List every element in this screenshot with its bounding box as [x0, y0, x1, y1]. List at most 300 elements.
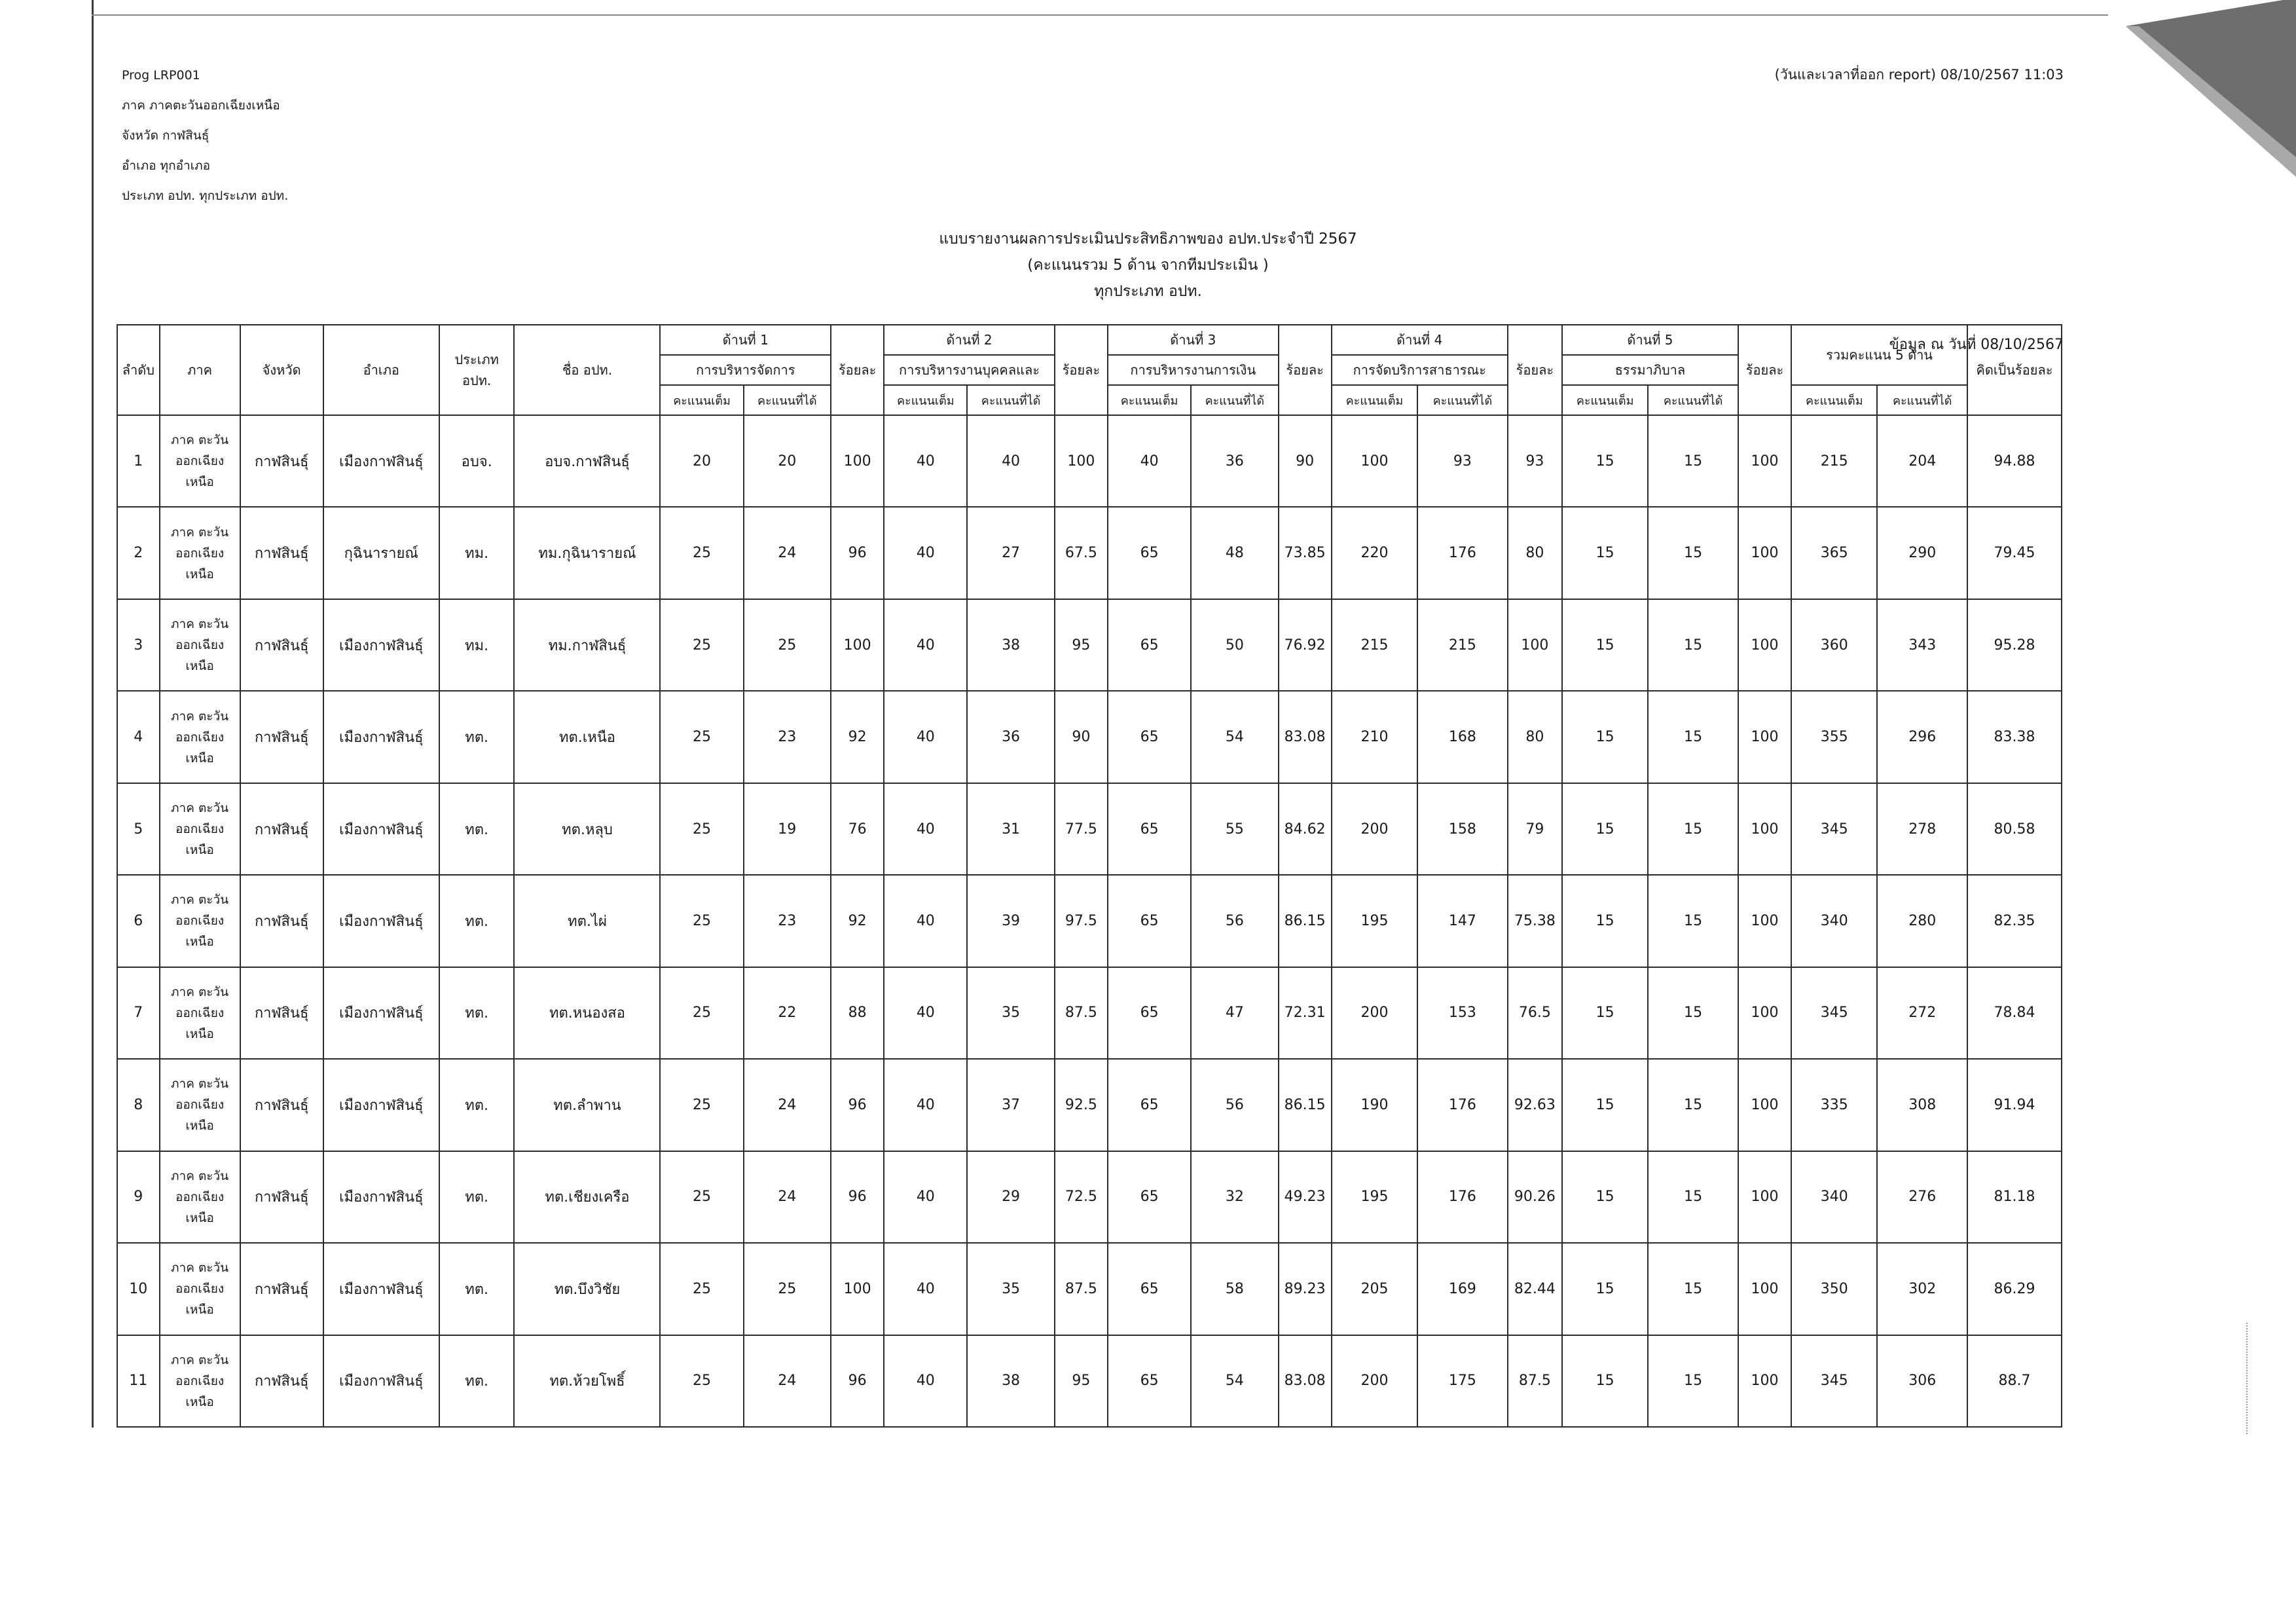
cell-tf: 345: [1791, 967, 1877, 1059]
cell-a4f: 195: [1332, 875, 1417, 967]
cell-a5g: 15: [1648, 875, 1738, 967]
cell-no: 1: [117, 415, 160, 507]
table-row: [117, 1335, 2062, 1427]
cell-a4p: 93: [1508, 415, 1562, 507]
col-aspect-1-percent: ร้อยละ: [831, 325, 884, 415]
cell-no: 6: [117, 875, 160, 967]
cell-a3p: 84.62: [1279, 783, 1332, 875]
cell-a5f: 15: [1562, 1243, 1648, 1335]
cell-a4f: 220: [1332, 507, 1417, 599]
cell-a1p: 96: [831, 507, 884, 599]
cell-a2g: 39: [967, 875, 1054, 967]
col-aspect-2-percent: ร้อยละ: [1055, 325, 1108, 415]
cell-name: ทต.หลุบ: [514, 783, 660, 875]
cell-a5p: 100: [1738, 507, 1791, 599]
cell-a4f: 215: [1332, 599, 1417, 691]
scan-mark: [2246, 1323, 2257, 1434]
cell-a1p: 76: [831, 783, 884, 875]
cell-tg: 276: [1877, 1151, 1967, 1243]
cell-region: ภาค ตะวันออกเฉียงเหนือ: [160, 967, 240, 1059]
cell-region: ภาค ตะวันออกเฉียงเหนือ: [160, 1335, 240, 1427]
cell-tg: 278: [1877, 783, 1967, 875]
col-aspect-5-name: ธรรมาภิบาล: [1562, 355, 1738, 385]
col-got: คะแนนที่ได้: [744, 385, 831, 415]
cell-a1f: 25: [660, 1335, 743, 1427]
cell-a2p: 97.5: [1055, 875, 1108, 967]
cell-province: กาฬสินธุ์: [240, 1243, 323, 1335]
cell-a4f: 205: [1332, 1243, 1417, 1335]
col-full: คะแนนเต็ม: [1791, 385, 1877, 415]
report-title: [0, 226, 2296, 304]
cell-a1p: 100: [831, 599, 884, 691]
cell-name: ทต.ไผ่: [514, 875, 660, 967]
cell-a1g: 20: [744, 415, 831, 507]
cell-a5f: 15: [1562, 1151, 1648, 1243]
cell-a1p: 100: [831, 1243, 884, 1335]
cell-no: 11: [117, 1335, 160, 1427]
col-aspect-2: ด้านที่ 2: [884, 325, 1055, 355]
cell-a1g: 24: [744, 1059, 831, 1151]
cell-a3g: 48: [1191, 507, 1278, 599]
cell-a3g: 54: [1191, 1335, 1278, 1427]
cell-a1f: 25: [660, 783, 743, 875]
cell-a2g: 35: [967, 967, 1054, 1059]
cell-a3p: 86.15: [1279, 875, 1332, 967]
folded-corner: [2126, 0, 2296, 177]
cell-a5g: 15: [1648, 1335, 1738, 1427]
cell-a1f: 25: [660, 691, 743, 783]
table-row: [117, 783, 2062, 875]
cell-a1f: 25: [660, 967, 743, 1059]
cell-district: กุฉินารายณ์: [323, 507, 439, 599]
col-aspect-5-percent: ร้อยละ: [1738, 325, 1791, 415]
col-aspect-3: ด้านที่ 3: [1108, 325, 1279, 355]
cell-a4p: 80: [1508, 507, 1562, 599]
cell-region: ภาค ตะวันออกเฉียงเหนือ: [160, 783, 240, 875]
col-total: รวมคะแนน 5 ด้าน: [1791, 325, 1967, 385]
cell-tp: 86.29: [1967, 1243, 2062, 1335]
table-row: [117, 967, 2062, 1059]
table-row: [117, 415, 2062, 507]
cell-a4f: 100: [1332, 415, 1417, 507]
cell-region: ภาค ตะวันออกเฉียงเหนือ: [160, 599, 240, 691]
col-aspect-5: ด้านที่ 5: [1562, 325, 1738, 355]
cell-a4p: 92.63: [1508, 1059, 1562, 1151]
cell-no: 10: [117, 1243, 160, 1335]
cell-region: ภาค ตะวันออกเฉียงเหนือ: [160, 691, 240, 783]
col-aspect-3-name: การบริหารงานการเงิน: [1108, 355, 1279, 385]
header-row-1: [117, 325, 2062, 355]
col-got: คะแนนที่ได้: [1648, 385, 1738, 415]
col-full: คะแนนเต็ม: [1332, 385, 1417, 415]
cell-a5g: 15: [1648, 599, 1738, 691]
cell-a4g: 147: [1417, 875, 1508, 967]
cell-a3g: 56: [1191, 875, 1278, 967]
cell-a4p: 80: [1508, 691, 1562, 783]
cell-province: กาฬสินธุ์: [240, 1151, 323, 1243]
cell-a3p: 90: [1279, 415, 1332, 507]
cell-province: กาฬสินธุ์: [240, 599, 323, 691]
cell-a1g: 24: [744, 1151, 831, 1243]
cell-a5p: 100: [1738, 691, 1791, 783]
cell-province: กาฬสินธุ์: [240, 875, 323, 967]
cell-a1g: 24: [744, 507, 831, 599]
col-full: คะแนนเต็ม: [1108, 385, 1191, 415]
cell-a1p: 92: [831, 875, 884, 967]
cell-a3g: 32: [1191, 1151, 1278, 1243]
cell-a1g: 23: [744, 691, 831, 783]
cell-a5g: 15: [1648, 783, 1738, 875]
cell-district: เมืองกาฬสินธุ์: [323, 415, 439, 507]
cell-a2f: 40: [884, 967, 967, 1059]
cell-a1g: 25: [744, 599, 831, 691]
cell-a2f: 40: [884, 1335, 967, 1427]
cell-a5g: 15: [1648, 1151, 1738, 1243]
cell-a1f: 20: [660, 415, 743, 507]
cell-a2p: 67.5: [1055, 507, 1108, 599]
cell-tf: 350: [1791, 1243, 1877, 1335]
cell-a4f: 200: [1332, 1335, 1417, 1427]
cell-a3p: 49.23: [1279, 1151, 1332, 1243]
cell-a2g: 35: [967, 1243, 1054, 1335]
scan-left-edge: [92, 0, 94, 1428]
cell-region: ภาค ตะวันออกเฉียงเหนือ: [160, 1243, 240, 1335]
cell-tf: 215: [1791, 415, 1877, 507]
cell-a5g: 15: [1648, 967, 1738, 1059]
table-row: [117, 1059, 2062, 1151]
cell-a4g: 175: [1417, 1335, 1508, 1427]
cell-tp: 81.18: [1967, 1151, 2062, 1243]
cell-a2p: 95: [1055, 599, 1108, 691]
cell-region: ภาค ตะวันออกเฉียงเหนือ: [160, 1059, 240, 1151]
col-got: คะแนนที่ได้: [1877, 385, 1967, 415]
cell-no: 7: [117, 967, 160, 1059]
cell-tg: 296: [1877, 691, 1967, 783]
cell-type: ทต.: [439, 1059, 515, 1151]
cell-tf: 355: [1791, 691, 1877, 783]
cell-a2g: 31: [967, 783, 1054, 875]
col-type: ประเภท อปท.: [439, 325, 515, 415]
cell-a5p: 100: [1738, 783, 1791, 875]
cell-a4g: 93: [1417, 415, 1508, 507]
cell-a4g: 169: [1417, 1243, 1508, 1335]
cell-a3f: 65: [1108, 783, 1191, 875]
cell-name: ทต.ลำพาน: [514, 1059, 660, 1151]
cell-a4f: 190: [1332, 1059, 1417, 1151]
cell-a5p: 100: [1738, 599, 1791, 691]
cell-a5g: 15: [1648, 1059, 1738, 1151]
cell-no: 3: [117, 599, 160, 691]
cell-district: เมืองกาฬสินธุ์: [323, 1243, 439, 1335]
cell-a4g: 158: [1417, 783, 1508, 875]
cell-a3g: 54: [1191, 691, 1278, 783]
cell-a1f: 25: [660, 599, 743, 691]
cell-name: ทต.เหนือ: [514, 691, 660, 783]
cell-a3f: 65: [1108, 1151, 1191, 1243]
cell-name: อบจ.กาฬสินธุ์: [514, 415, 660, 507]
cell-no: 9: [117, 1151, 160, 1243]
table-row: [117, 1243, 2062, 1335]
meta-province: จังหวัด กาฬสินธุ์: [122, 128, 210, 143]
cell-tf: 345: [1791, 1335, 1877, 1427]
cell-a2f: 40: [884, 599, 967, 691]
cell-a3g: 58: [1191, 1243, 1278, 1335]
cell-a3p: 89.23: [1279, 1243, 1332, 1335]
col-aspect-4: ด้านที่ 4: [1332, 325, 1508, 355]
col-aspect-2-name: การบริหารงานบุคคลและ: [884, 355, 1055, 385]
cell-tp: 79.45: [1967, 507, 2062, 599]
cell-a3g: 56: [1191, 1059, 1278, 1151]
cell-a1f: 25: [660, 875, 743, 967]
cell-a2p: 95: [1055, 1335, 1108, 1427]
cell-a4p: 90.26: [1508, 1151, 1562, 1243]
cell-a1p: 100: [831, 415, 884, 507]
cell-a3f: 65: [1108, 507, 1191, 599]
cell-a5f: 15: [1562, 507, 1648, 599]
cell-district: เมืองกาฬสินธุ์: [323, 1151, 439, 1243]
cell-a4g: 215: [1417, 599, 1508, 691]
col-got: คะแนนที่ได้: [967, 385, 1054, 415]
cell-a4p: 75.38: [1508, 875, 1562, 967]
cell-tf: 340: [1791, 875, 1877, 967]
cell-a4p: 76.5: [1508, 967, 1562, 1059]
meta-org-type: ประเภท อปท. ทุกประเภท อปท.: [122, 189, 289, 203]
cell-a1p: 92: [831, 691, 884, 783]
col-name: ชื่อ อปท.: [514, 325, 660, 415]
cell-a4f: 210: [1332, 691, 1417, 783]
cell-a4g: 176: [1417, 1059, 1508, 1151]
cell-a2f: 40: [884, 691, 967, 783]
col-aspect-1: ด้านที่ 1: [660, 325, 831, 355]
cell-no: 2: [117, 507, 160, 599]
cell-tf: 365: [1791, 507, 1877, 599]
cell-a2g: 38: [967, 599, 1054, 691]
cell-district: เมืองกาฬสินธุ์: [323, 599, 439, 691]
cell-a2p: 77.5: [1055, 783, 1108, 875]
cell-region: ภาค ตะวันออกเฉียงเหนือ: [160, 1151, 240, 1243]
cell-a2p: 90: [1055, 691, 1108, 783]
cell-a1g: 23: [744, 875, 831, 967]
cell-a5g: 15: [1648, 507, 1738, 599]
cell-a4p: 82.44: [1508, 1243, 1562, 1335]
cell-a3p: 83.08: [1279, 691, 1332, 783]
cell-tg: 343: [1877, 599, 1967, 691]
cell-tg: 280: [1877, 875, 1967, 967]
cell-a5f: 15: [1562, 691, 1648, 783]
cell-type: ทต.: [439, 691, 515, 783]
cell-a1f: 25: [660, 1059, 743, 1151]
cell-tp: 95.28: [1967, 599, 2062, 691]
cell-a5f: 15: [1562, 415, 1648, 507]
cell-a3f: 65: [1108, 691, 1191, 783]
cell-a2g: 40: [967, 415, 1054, 507]
cell-a3g: 36: [1191, 415, 1278, 507]
cell-a5p: 100: [1738, 1151, 1791, 1243]
col-region: ภาค: [160, 325, 240, 415]
table-row: [117, 691, 2062, 783]
evaluation-table: [117, 324, 2062, 1428]
cell-type: ทม.: [439, 507, 515, 599]
cell-a5g: 15: [1648, 415, 1738, 507]
cell-a1g: 25: [744, 1243, 831, 1335]
cell-province: กาฬสินธุ์: [240, 507, 323, 599]
cell-a2p: 72.5: [1055, 1151, 1108, 1243]
col-total-percent: คิดเป็นร้อยละ: [1967, 325, 2062, 415]
cell-type: ทต.: [439, 1151, 515, 1243]
cell-tf: 360: [1791, 599, 1877, 691]
cell-a1p: 96: [831, 1335, 884, 1427]
cell-a5p: 100: [1738, 967, 1791, 1059]
cell-tp: 91.94: [1967, 1059, 2062, 1151]
cell-tf: 335: [1791, 1059, 1877, 1151]
cell-a1g: 24: [744, 1335, 831, 1427]
cell-tg: 308: [1877, 1059, 1967, 1151]
cell-a1g: 22: [744, 967, 831, 1059]
cell-province: กาฬสินธุ์: [240, 783, 323, 875]
scan-top-edge: [92, 14, 2108, 16]
cell-province: กาฬสินธุ์: [240, 1335, 323, 1427]
col-full: คะแนนเต็ม: [660, 385, 743, 415]
col-district: อำเภอ: [323, 325, 439, 415]
cell-a4g: 176: [1417, 1151, 1508, 1243]
cell-a2p: 87.5: [1055, 967, 1108, 1059]
cell-name: ทม.กุฉินารายณ์: [514, 507, 660, 599]
table-row: [117, 875, 2062, 967]
cell-a1f: 25: [660, 507, 743, 599]
cell-tp: 78.84: [1967, 967, 2062, 1059]
cell-district: เมืองกาฬสินธุ์: [323, 783, 439, 875]
cell-province: กาฬสินธุ์: [240, 1059, 323, 1151]
cell-a4p: 100: [1508, 599, 1562, 691]
cell-tg: 306: [1877, 1335, 1967, 1427]
col-province: จังหวัด: [240, 325, 323, 415]
title-line-3: ทุกประเภท อปท.: [1094, 283, 1202, 300]
report-meta: [122, 60, 288, 211]
cell-a2g: 27: [967, 507, 1054, 599]
cell-a3p: 86.15: [1279, 1059, 1332, 1151]
cell-a2p: 87.5: [1055, 1243, 1108, 1335]
cell-a3f: 65: [1108, 1335, 1191, 1427]
cell-a1g: 19: [744, 783, 831, 875]
cell-tg: 290: [1877, 507, 1967, 599]
cell-province: กาฬสินธุ์: [240, 691, 323, 783]
table-row: [117, 599, 2062, 691]
col-full: คะแนนเต็ม: [884, 385, 967, 415]
cell-a5g: 15: [1648, 1243, 1738, 1335]
cell-a1p: 88: [831, 967, 884, 1059]
cell-a2p: 92.5: [1055, 1059, 1108, 1151]
cell-tg: 302: [1877, 1243, 1967, 1335]
cell-a2f: 40: [884, 507, 967, 599]
cell-a3p: 72.31: [1279, 967, 1332, 1059]
cell-a2f: 40: [884, 783, 967, 875]
cell-a5f: 15: [1562, 783, 1648, 875]
cell-type: ทต.: [439, 783, 515, 875]
cell-a3g: 47: [1191, 967, 1278, 1059]
cell-a4g: 176: [1417, 507, 1508, 599]
cell-a5f: 15: [1562, 1335, 1648, 1427]
cell-a5p: 100: [1738, 875, 1791, 967]
cell-a2f: 40: [884, 1243, 967, 1335]
col-got: คะแนนที่ได้: [1191, 385, 1278, 415]
cell-a3f: 65: [1108, 875, 1191, 967]
cell-name: ทต.เชียงเครือ: [514, 1151, 660, 1243]
cell-type: ทม.: [439, 599, 515, 691]
cell-a5p: 100: [1738, 1059, 1791, 1151]
cell-a1p: 96: [831, 1151, 884, 1243]
cell-region: ภาค ตะวันออกเฉียงเหนือ: [160, 875, 240, 967]
cell-a1p: 96: [831, 1059, 884, 1151]
cell-type: ทต.: [439, 875, 515, 967]
cell-a3f: 65: [1108, 599, 1191, 691]
cell-name: ทต.ห้วยโพธิ์: [514, 1335, 660, 1427]
cell-tf: 340: [1791, 1151, 1877, 1243]
cell-a5f: 15: [1562, 1059, 1648, 1151]
cell-no: 4: [117, 691, 160, 783]
cell-district: เมืองกาฬสินธุ์: [323, 1335, 439, 1427]
cell-district: เมืองกาฬสินธุ์: [323, 1059, 439, 1151]
cell-region: ภาค ตะวันออกเฉียงเหนือ: [160, 507, 240, 599]
cell-a5g: 15: [1648, 691, 1738, 783]
cell-a4g: 153: [1417, 967, 1508, 1059]
cell-no: 8: [117, 1059, 160, 1151]
col-aspect-3-percent: ร้อยละ: [1279, 325, 1332, 415]
title-line-2: (คะแนนรวม 5 ด้าน จากทีมประเมิน ): [1027, 257, 1269, 274]
printed-timestamp: (วันและเวลาที่ออก report) 08/10/2567 11:03: [1774, 67, 2064, 83]
cell-a4f: 200: [1332, 783, 1417, 875]
cell-a1f: 25: [660, 1243, 743, 1335]
cell-a3f: 65: [1108, 1243, 1191, 1335]
col-full: คะแนนเต็ม: [1562, 385, 1648, 415]
cell-a4f: 200: [1332, 967, 1417, 1059]
cell-name: ทต.บึงวิชัย: [514, 1243, 660, 1335]
col-aspect-1-name: การบริหารจัดการ: [660, 355, 831, 385]
cell-tp: 83.38: [1967, 691, 2062, 783]
cell-tg: 272: [1877, 967, 1967, 1059]
cell-a2f: 40: [884, 1151, 967, 1243]
cell-district: เมืองกาฬสินธุ์: [323, 691, 439, 783]
cell-a4p: 79: [1508, 783, 1562, 875]
col-aspect-4-name: การจัดบริการสาธารณะ: [1332, 355, 1508, 385]
cell-district: เมืองกาฬสินธุ์: [323, 875, 439, 967]
cell-type: ทต.: [439, 967, 515, 1059]
cell-a3p: 83.08: [1279, 1335, 1332, 1427]
cell-name: ทต.หนองสอ: [514, 967, 660, 1059]
meta-district: อำเภอ ทุกอำเภอ: [122, 158, 211, 173]
cell-a3g: 50: [1191, 599, 1278, 691]
meta-region: ภาค ภาคตะวันออกเฉียงเหนือ: [122, 98, 280, 113]
cell-type: ทต.: [439, 1335, 515, 1427]
cell-a3g: 55: [1191, 783, 1278, 875]
cell-tp: 88.7: [1967, 1335, 2062, 1427]
cell-a4p: 87.5: [1508, 1335, 1562, 1427]
prog-code: Prog LRP001: [122, 68, 200, 83]
cell-a1f: 25: [660, 1151, 743, 1243]
cell-a3p: 76.92: [1279, 599, 1332, 691]
cell-a3f: 40: [1108, 415, 1191, 507]
cell-name: ทม.กาฬสินธุ์: [514, 599, 660, 691]
cell-a2g: 38: [967, 1335, 1054, 1427]
cell-a4g: 168: [1417, 691, 1508, 783]
cell-a5p: 100: [1738, 1243, 1791, 1335]
cell-region: ภาค ตะวันออกเฉียงเหนือ: [160, 415, 240, 507]
cell-a4f: 195: [1332, 1151, 1417, 1243]
cell-a2f: 40: [884, 1059, 967, 1151]
title-line-1: แบบรายงานผลการประเมินประสิทธิภาพของ อปท.ประจำปี 2567: [939, 231, 1357, 248]
cell-tf: 345: [1791, 783, 1877, 875]
cell-a3p: 73.85: [1279, 507, 1332, 599]
col-no: ลำดับ: [117, 325, 160, 415]
